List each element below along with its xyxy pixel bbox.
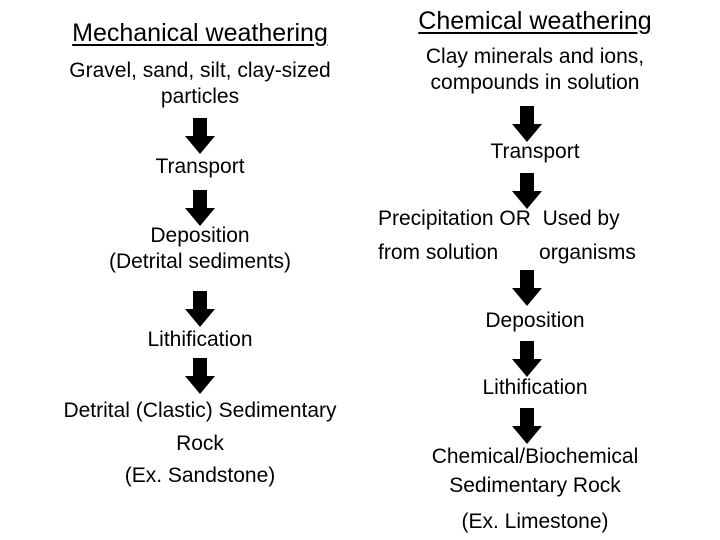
down-arrow-icon — [185, 358, 215, 394]
left-step-deposition: Deposition (Detrital sediments) — [108, 224, 292, 274]
right-step-lithification: Lithification — [482, 376, 588, 399]
mechanical-weathering-title: Mechanical weathering — [72, 19, 328, 47]
left-step-detrital-rock: Detrital (Clastic) Sedimentary Rock (Ex. Sandstone) — [63, 399, 337, 488]
right-step-limestone-example: (Ex. Limestone) — [461, 510, 609, 533]
right-step-deposition: Deposition — [485, 309, 585, 332]
down-arrow-icon — [512, 408, 542, 444]
right-step-clay-minerals: Clay minerals and ions, compounds in solution — [425, 45, 645, 95]
left-step-particles: Gravel, sand, silt, clay-sized particles — [69, 59, 331, 109]
down-arrow-icon — [185, 118, 215, 154]
right-step-transport: Transport — [490, 140, 580, 163]
down-arrow-icon — [512, 106, 542, 142]
down-arrow-icon — [512, 341, 542, 377]
down-arrow-icon — [512, 270, 542, 306]
chemical-weathering-title: Chemical weathering — [418, 7, 652, 35]
down-arrow-icon — [512, 173, 542, 209]
right-step-precipitation-line1: Precipitation OR Used by — [378, 207, 620, 230]
down-arrow-icon — [185, 190, 215, 226]
left-step-lithification: Lithification — [147, 328, 253, 351]
right-step-precipitation-line2: from solution organisms — [378, 241, 636, 264]
down-arrow-icon — [185, 291, 215, 327]
right-step-chemical-rock: Chemical/Biochemical Sedimentary Rock — [431, 445, 639, 498]
left-step-transport: Transport — [155, 155, 245, 178]
